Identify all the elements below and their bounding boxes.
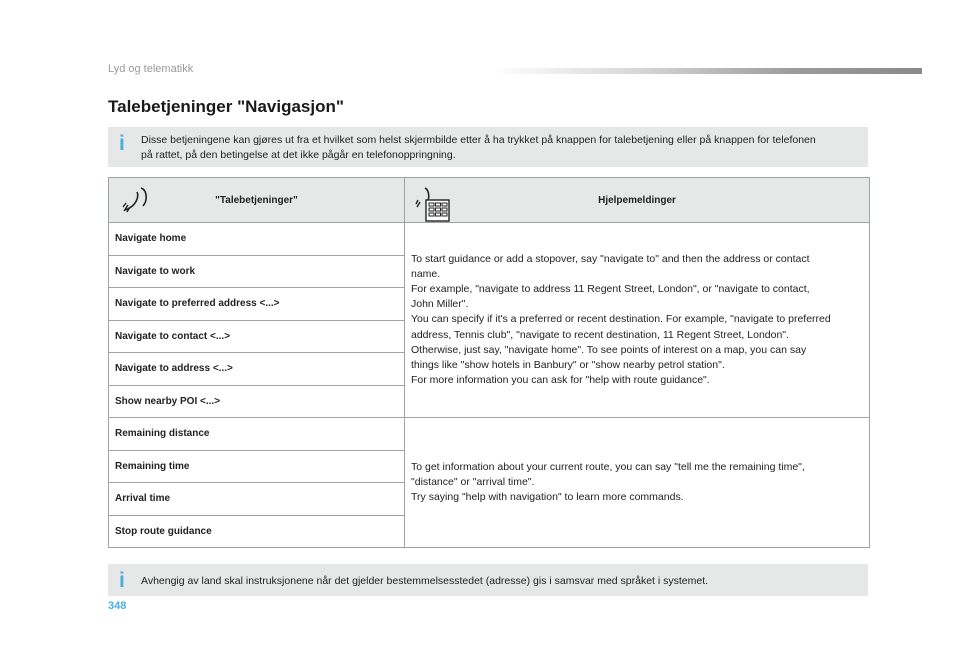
help-line: To get information about your current route, you can say "tell me the remaining time", [411,460,805,473]
command-cell: Navigate to contact <...> [109,320,405,353]
info-note-text: Avhengig av land skal instruksjonene når det gjelder bestemmelsesstedet (adresse) gis i samsvar med språket i systemet. [141,575,709,587]
help-line: Otherwise, just say, "navigate home". To see points of interest on a map, you can say [411,343,807,356]
voice-commands-table [108,177,870,548]
command-cell: Remaining time [109,450,405,483]
help-line: John Miller". [411,298,469,311]
help-line: things like "show hotels in Banbury" or "show nearby petrol station". [411,359,725,371]
header-help [405,178,870,223]
command-cell: Stop route guidance [109,515,405,548]
help-line: Try saying "help with navigation" to learn more commands. [411,491,684,504]
table-header-row [109,178,870,223]
command-cell: Navigate home [109,223,405,256]
help-line: For more information you can ask for "help with route guidance". [411,374,710,387]
table-row [109,223,870,256]
table-row [109,418,870,451]
header-divider-bar [490,68,922,74]
command-cell: Navigate to address <...> [109,353,405,386]
help-message-cell [405,223,870,418]
help-line: For example, "navigate to address 11 Regent Street, London", or "navigate to contact, [411,282,810,295]
command-cell: Navigate to preferred address <...> [109,288,405,321]
header-commands-label: "Talebetjeninger" [215,195,298,206]
info-note-text: Disse betjeningene kan gjøres ut fra et hvilket som helst skjermbilde etter å ha trykket på knappen for talebetjening eller på knappen for telefonen på rattet, på den betingelse at det ikke pågår en telefonoppringning. [141,134,816,161]
info-note-bottom [108,564,868,596]
page-number: 348 [108,600,127,612]
info-icon: i [119,132,125,155]
page-title: Talebetjeninger "Navigasjon" [108,97,344,116]
info-note-top [108,127,868,167]
header-commands [109,178,405,223]
command-cell: Navigate to work [109,255,405,288]
help-line: address, Tennis club", "navigate to recent destination, 11 Regent Street, London". [411,328,789,341]
section-label: Lyd og telematikk [108,63,194,75]
help-line: To start guidance or add a stopover, say "navigate to" and then the address or contact [411,252,810,265]
command-cell: Remaining distance [109,418,405,451]
help-line: You can specify if it's a preferred or recent destination. For example, "navigate to preferred [411,313,831,326]
help-line: name. [411,267,441,280]
command-cell: Show nearby POI <...> [109,385,405,418]
help-line: "distance" or "arrival time". [411,475,535,488]
info-icon: i [119,569,125,592]
command-cell: Arrival time [109,483,405,516]
help-message-cell [405,418,870,548]
header-help-label: Hjelpemeldinger [598,195,676,206]
